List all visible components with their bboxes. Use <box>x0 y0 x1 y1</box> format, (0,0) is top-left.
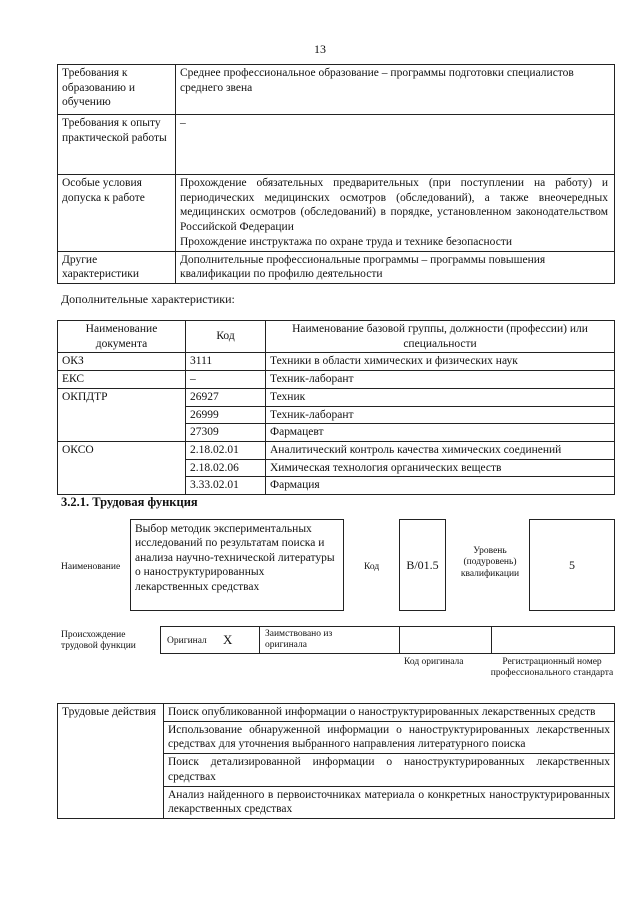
column-header: Код <box>186 321 266 353</box>
function-name-box: Выбор методик экспериментальных исследований по результатам поиска и анализа научно-технической литературы о наноструктурированных лекарственных средствах <box>130 519 344 611</box>
table-row <box>58 65 615 115</box>
action-item: Анализ найденного в первоисточниках материала о конкретных наноструктурированных лекарственных средствах <box>164 786 615 818</box>
borrowed-label: Заимствовано из оригинала <box>265 629 333 651</box>
code-label: Код <box>364 562 380 572</box>
code-cell: 27309 <box>186 424 266 442</box>
row-label: Особые условия допуска к работе <box>58 175 176 252</box>
code-original-caption: Код оригинала <box>404 657 464 667</box>
table-row <box>58 371 615 389</box>
action-item: Поиск детализированной информации о наноструктурированных лекарственных средствах <box>164 754 615 786</box>
actions-label: Трудовые действия <box>58 704 164 819</box>
table-row <box>58 442 615 460</box>
doc-cell: ОКЗ <box>58 353 186 371</box>
origin-strip <box>160 626 615 654</box>
divider <box>259 627 260 653</box>
code-cell: 26927 <box>186 388 266 406</box>
table-row <box>58 353 615 371</box>
page-number: 13 <box>314 42 326 56</box>
code-cell: 2.18.02.06 <box>186 459 266 477</box>
divider <box>491 627 492 653</box>
name-cell: Фармацевт <box>266 424 615 442</box>
name-cell: Аналитический контроль качества химических соединений <box>266 442 615 460</box>
table-row <box>58 388 615 406</box>
row-label: Требования к опыту практической работы <box>58 115 176 175</box>
name-cell: Фармация <box>266 477 615 495</box>
row-value: Дополнительные профессиональные программы – программы повышения квалификации по профилю деятельности <box>176 251 615 283</box>
row-value-group <box>176 175 615 252</box>
extra-characteristics-heading: Дополнительные характеристики: <box>61 292 235 306</box>
code-box: B/01.5 <box>399 519 446 611</box>
table-row <box>58 115 615 175</box>
table-row <box>58 175 615 252</box>
row-value: – <box>176 115 615 175</box>
origin-label: Происхождение трудовой функции <box>61 630 136 652</box>
code-cell: – <box>186 371 266 389</box>
original-mark: X <box>223 632 233 647</box>
classifier-table <box>57 320 615 495</box>
registration-number-caption: Регистрационный номер профессионального стандарта <box>490 657 614 679</box>
level-label: Уровень (подуровень) квалификации <box>460 546 520 579</box>
code-cell: 3111 <box>186 353 266 371</box>
table-row <box>58 704 615 722</box>
code-cell: 2.18.02.01 <box>186 442 266 460</box>
original-label: Оригинал <box>167 636 207 646</box>
column-header: Наименование базовой группы, должности (профессии) или специальности <box>266 321 615 353</box>
code-cell: 3.33.02.01 <box>186 477 266 495</box>
action-item: Использование обнаруженной информации о наноструктурированных лекарственных средствах для уточнения выбранного направления литературного поиска <box>164 721 615 753</box>
action-item: Поиск опубликованной информации о наноструктурированных лекарственных средств <box>164 704 615 722</box>
requirements-table <box>57 64 615 284</box>
doc-cell: ОКПДТР <box>58 388 186 441</box>
doc-cell: ОКСО <box>58 442 186 495</box>
name-cell: Техник <box>266 388 615 406</box>
table-row <box>58 251 615 283</box>
divider <box>399 627 400 653</box>
row-label: Требования к образованию и обучению <box>58 65 176 115</box>
row-value-extra: Прохождение инструктажа по охране труда и технике безопасности <box>180 235 512 248</box>
name-cell: Химическая технология органических веществ <box>266 459 615 477</box>
row-value: Среднее профессиональное образование – программы подготовки специалистов среднего звена <box>176 65 615 115</box>
doc-cell: ЕКС <box>58 371 186 389</box>
table-header-row <box>58 321 615 353</box>
name-cell: Техник-лаборант <box>266 406 615 424</box>
column-header: Наименование документа <box>58 321 186 353</box>
level-box: 5 <box>529 519 615 611</box>
name-cell: Техник-лаборант <box>266 371 615 389</box>
name-cell: Техники в области химических и физических наук <box>266 353 615 371</box>
section-title: 3.2.1. Трудовая функция <box>61 495 198 509</box>
row-value: Прохождение обязательных предварительных (при поступлении на работу) и периодических медицинских осмотров (обследований), а также внеочередных медицинских осмотров (обследований) в порядке, установленном законодательством Российской Федерации <box>180 177 608 234</box>
name-label: Наименование <box>61 562 121 572</box>
labour-actions-table <box>57 703 615 819</box>
code-cell: 26999 <box>186 406 266 424</box>
row-label: Другие характеристики <box>58 251 176 283</box>
